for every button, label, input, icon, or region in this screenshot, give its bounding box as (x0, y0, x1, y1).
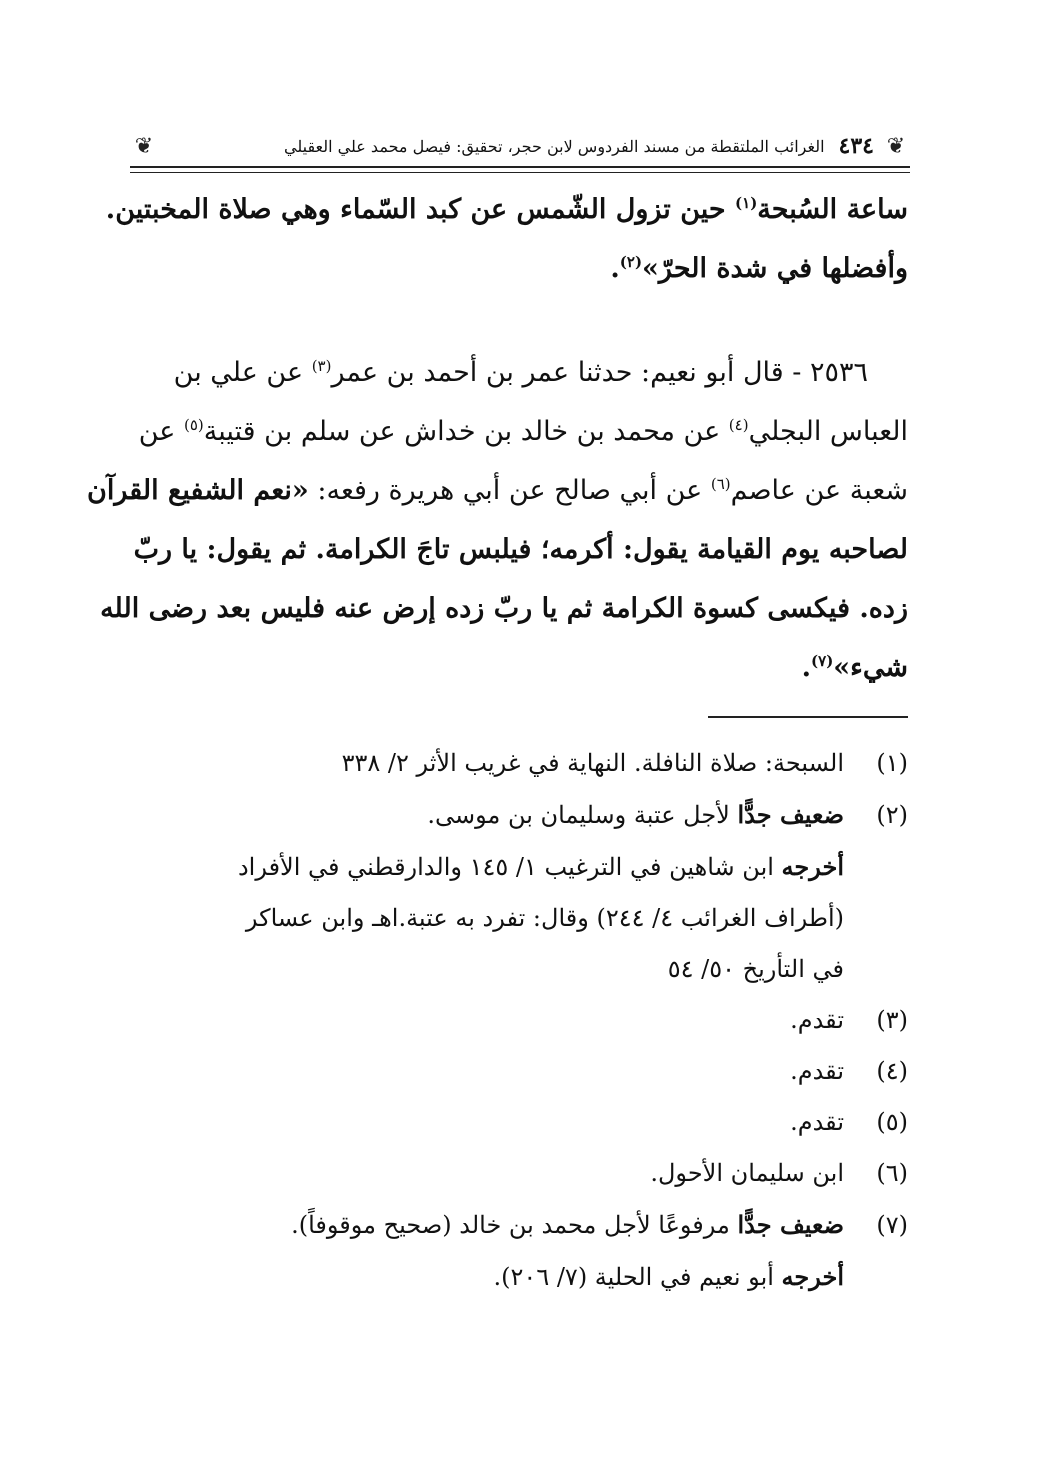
footnote-item (128, 789, 908, 841)
footnote-number: (٧) (876, 1211, 908, 1239)
footnote-item (128, 1148, 908, 1199)
running-header (130, 128, 910, 164)
book-title: الغرائب الملتقطة من مسند الفردوس لابن حجر، تحقيق: فيصل محمد علي العقيلي (283, 136, 825, 156)
text-line: ٢٥٣٦ - قال أبو نعيم: حدثنا عمر بن أحمد بن عمر$^{(٣)}$ عن علي بن (173, 357, 868, 388)
header-rule (130, 166, 910, 173)
footnote-continuation: أخرجه أبو نعيم في الحلية (٧/ ٢٠٦). (493, 1262, 844, 1291)
footnote-ref[interactable]: (٢) (619, 253, 643, 271)
main-text (87, 180, 908, 697)
footnote-text: ابن سليمان الأحول. (650, 1159, 844, 1187)
footnote-ref[interactable]: (٦) (710, 475, 731, 493)
footnote-ref[interactable]: (٣) (311, 357, 332, 375)
footnote-continuation: أخرجه ابن شاهين في الترغيب ١/ ١٤٥ والدارقطني في الأفراد (237, 852, 844, 881)
footnote-text: تقدم. (790, 1006, 844, 1034)
footnote-number: (٣) (876, 1006, 908, 1034)
footnote-item (128, 738, 908, 789)
footnotes (128, 738, 908, 1303)
footnote-continuation: (أطراف الغرائب ٤/ ٢٤٤) وقال: تفرد به عتبة.اهـ وابن عساكر (245, 904, 844, 932)
footnote-number: (٤) (876, 1057, 908, 1085)
ornament-icon: ❦ (134, 133, 154, 159)
footnote-item (128, 1199, 908, 1251)
footnote-number: (١) (876, 749, 908, 777)
footnote-item (128, 995, 908, 1046)
footnote-ref[interactable]: (٧) (811, 652, 834, 670)
text-line: شعبة عن عاصم$^{(٦)}$ عن أبي صالح عن أبي هريرة رفعه: «نعم الشفيع القرآن (87, 475, 908, 506)
footnote-number: (٢) (876, 801, 908, 829)
footnote-text: تقدم. (790, 1057, 844, 1085)
text-line: وأفضلها في شدة الحرّ»$^{(٢)}$. (610, 253, 908, 284)
footnote-ref[interactable]: (٥) (183, 416, 204, 434)
footnote-ref[interactable]: (١) (735, 194, 758, 212)
text-line: العباس البجلي$^{(٤)}$ عن محمد بن خالد بن خداش عن سلم بن قتيبة$^{(٥)}$ عن (138, 416, 908, 447)
text-line: لصاحبه يوم القيامة يقول: أكرمه؛ فيلبس تاجَ الكرامة. ثم يقول: يا ربّ (133, 534, 908, 565)
footnote-text: ضعيف جدًّا مرفوعًا لأجل محمد بن خالد (صحيح موقوفاً). (291, 1210, 844, 1239)
footnote-number: (٥) (876, 1108, 908, 1136)
text-line: شيء»$^{(٧)}$. (801, 652, 908, 683)
page-number: ٤٣٤ (838, 133, 874, 159)
footnote-ref[interactable]: (٤) (728, 416, 749, 434)
footnote-number: (٦) (876, 1159, 908, 1187)
text-line: زده. فيكسى كسوة الكرامة ثم يا ربّ زده إرض عنه فليس بعد رضى الله (100, 593, 908, 624)
footnote-item (128, 1097, 908, 1148)
text-line: ساعة السُبحة$^{(١)}$ حين تزول الشّمس عن كبد السّماء وهي صلاة المخبتين. (105, 194, 908, 225)
ornament-icon: ❦ (886, 133, 906, 159)
footnote-text: السبحة: صلاة النافلة. النهاية في غريب الأثر ٢/ ٣٣٨ (341, 749, 844, 777)
footnote-text: ضعيف جدًّا لأجل عتبة وسليمان بن موسى. (427, 800, 844, 829)
footnote-separator (708, 716, 908, 718)
footnote-continuation: في التأريخ ٥٠/ ٥٤ (667, 955, 844, 983)
footnote-item (128, 1046, 908, 1097)
footnote-text: تقدم. (790, 1108, 844, 1136)
